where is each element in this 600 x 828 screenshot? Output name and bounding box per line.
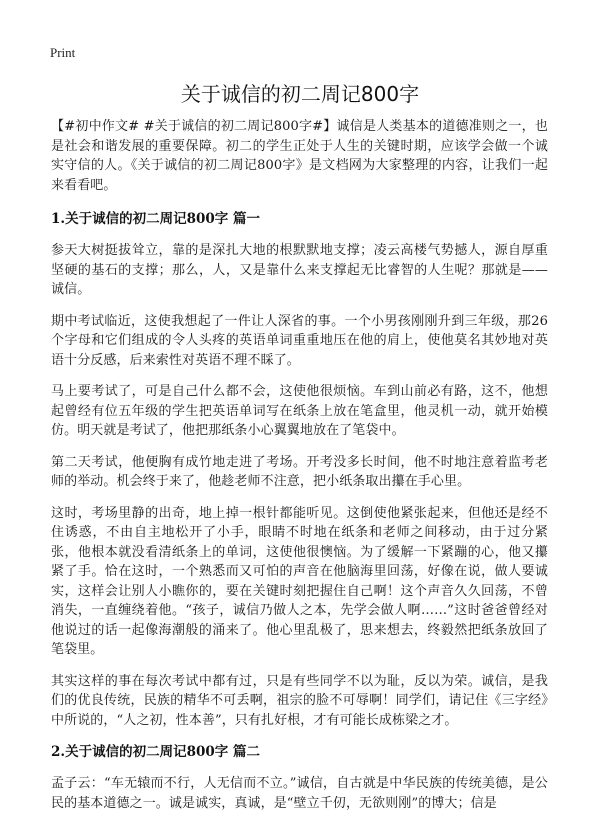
paragraph: 马上要考试了，可是自己什么都不会，这使他很烦恼。车到山前必有路，这不，他想起曾经有位五年级的学生把英语单词写在纸条上放在笔盒里，他灵机一动，就开始模仿。明天就是考试了，他把那纸条小心翼翼地放在了笔袋中。 xyxy=(51,384,548,438)
paragraph: 第二天考试，他便胸有成竹地走进了考场。开考没多长时间，他不时地注意着监考老师的举动。机会终于来了，他趁老师不注意，把小纸条取出攥在手心里。 xyxy=(51,454,548,489)
paragraph: 孟子云：“车无辕而不行，人无信而不立。”诚信，自古就是中华民族的传统美德，是公民的基本道德之一。诚是诚实，真诚，是“壁立千仞，无欲则刚”的博大；信是 xyxy=(51,776,548,811)
paragraph: 参天大树挺拔耸立，靠的是深扎大地的根默默地支撑；凌云高楼气势撼人，源自厚重坚硬的基石的支撑；那么，人，又是靠什么来支撑起无比睿智的人生呢？那就是——诚信。 xyxy=(51,243,548,297)
page-title: 关于诚信的初二周记800字 xyxy=(180,82,420,106)
intro-paragraph: 【#初中作文# #关于诚信的初二周记800字#】诚信是人类基本的道德准则之一，也是社会和谐发展的重要保障。初二的学生正处于人生的关键时期，应该学会做一个诚实守信的人。《关于诚信的初二周记800字》是文档网为大家整理的内容，让我们一起来看看吧。 xyxy=(51,119,548,193)
section-heading: 1.关于诚信的初二周记800字 篇一 xyxy=(51,211,260,227)
print-label: Print xyxy=(50,45,76,60)
section-heading: 2.关于诚信的初二周记800字 篇二 xyxy=(51,744,260,760)
paragraph: 这时，考场里静的出奇，地上掉一根针都能听见。这倒使他紧张起来，但他还是经不住诱惑，不由自主地松开了小手，眼睛不时地在纸条和老师之间移动，由于过分紧张，他根本就没看清纸条上的单词，这使他很懊恼。为了缓解一下紧蹦的心，他又攥紧了手。恰在这时，一个熟悉而又可怕的声音在他脑海里回荡，好像在说，做人要诚实，这样会让别人小瞧你的，要在关键时刻把握住自己啊！这个声音久久回荡，不曾消失，一直缠绕着他。“孩子，诚信乃做人之本，先学会做人啊……”这时爸爸曾经对他说过的话一起像海潮般的涌来了。他心里乱极了，思来想去，终毅然把纸条放回了笔袋里。 xyxy=(51,505,548,657)
paragraph: 期中考试临近，这使我想起了一件让人深省的事。一个小男孩刚刚升到三年级，那26个字母和它们组成的令人头疼的英语单词重重地压在他的肩上，使他莫名其妙地对英语十分反感，后来索性对英语不理不睬了。 xyxy=(51,313,548,368)
article-body xyxy=(51,117,548,825)
paragraph: 其实这样的事在每次考试中都有过，只是有些同学不以为耻，反以为荣。诚信，是我们的优良传统，民族的精华不可丢啊，祖宗的脸不可辱啊！同学们，请记住《三字经》中所说的，“人之初，性本善”，只有扎好根，才有可能长成栋梁之才。 xyxy=(51,673,548,728)
